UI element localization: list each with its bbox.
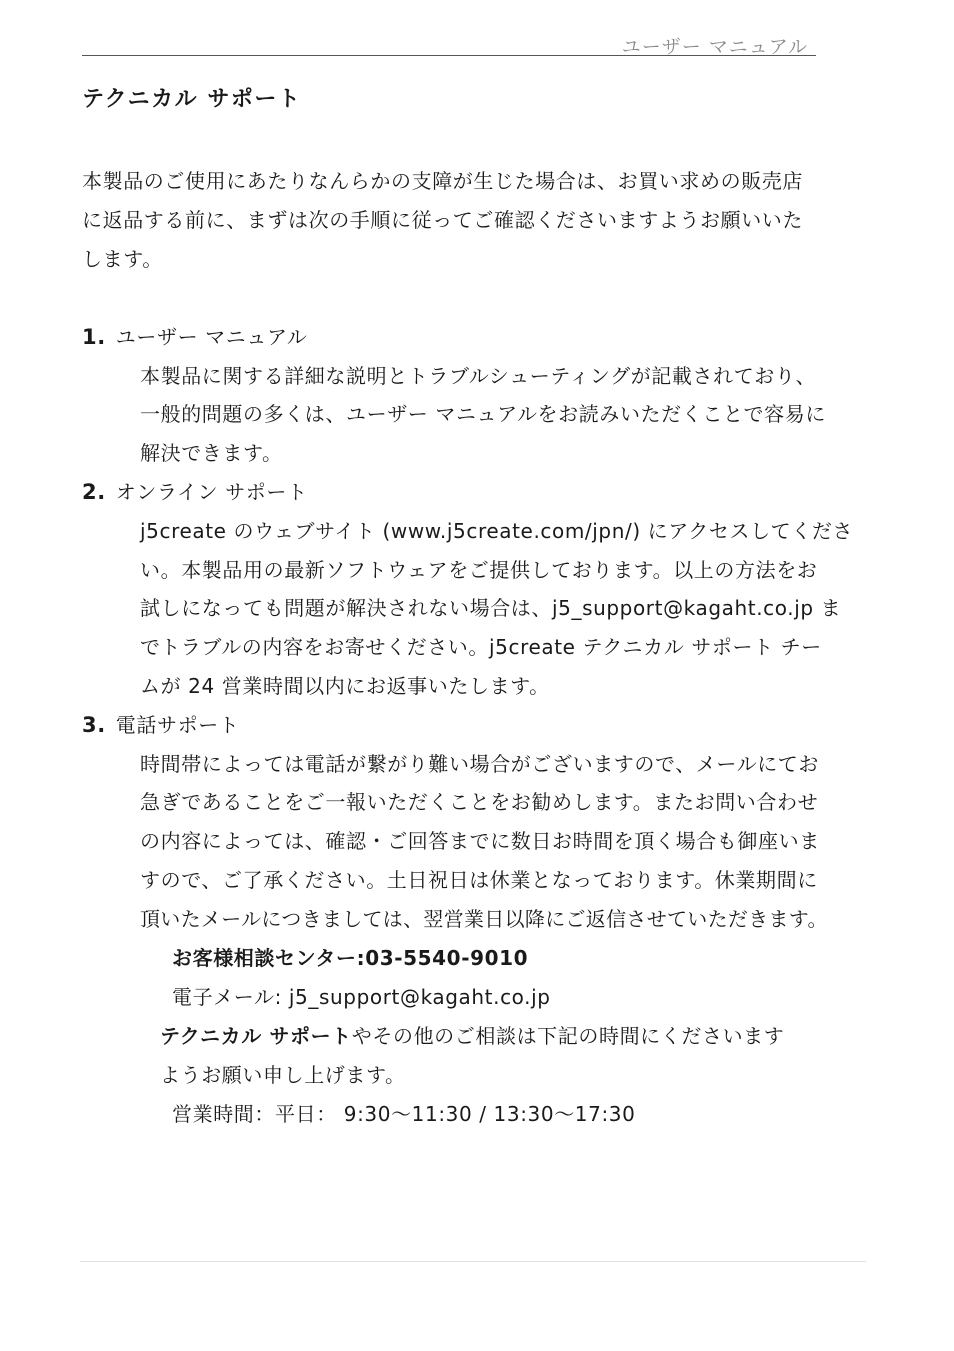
item-line: の内容によっては、確認・ご回答までに数日お時間を頂く場合も御座いま — [140, 829, 820, 853]
item-line: 試しになっても問題が解決されない場合は、j5_support@kagaht.co.jp ま — [140, 596, 842, 620]
page-title: テクニカル サポート — [82, 87, 302, 112]
item-line: 解決できます。 — [140, 441, 283, 465]
hours-note-bold: テクニカル サポート — [160, 1024, 352, 1048]
intro-line: 本製品のご使用にあたりなんらかの支障が生じた場合は、お買い求めの販売店 — [82, 169, 803, 193]
item-title: ユーザー マニュアル — [115, 325, 308, 349]
item-line: 時間帯によっては電話が繋がり難い場合がございますので、メールにてお — [140, 752, 819, 776]
item-title: 電話サポート — [115, 713, 240, 737]
item-line: 急ぎであることをご一報いただくことをお勧めします。またお問い合わせ — [140, 790, 819, 814]
intro-line: します。 — [82, 247, 163, 271]
item-number: 3. — [82, 713, 106, 737]
item-number: 1. — [82, 325, 106, 349]
item-line: j5create のウェブサイト (www.j5create.com/jpn/) にアクセスしてくださ — [140, 519, 854, 543]
item-line: 本製品に関する詳細な説明とトラブルシューティングが記載されており、 — [140, 364, 817, 388]
phone-line: お客様相談センター:03-5540-9010 — [172, 946, 529, 970]
item-number: 2. — [82, 480, 106, 504]
item-line: でトラブルの内容をお寄せください。j5create テクニカル サポート チー — [140, 635, 822, 659]
email-line: 電子メール: j5_support@kagaht.co.jp — [172, 985, 551, 1009]
business-hours: 営業時間：平日： 9:30～11:30 / 13:30～17:30 — [172, 1102, 636, 1126]
item-line: 一般的問題の多くは、ユーザー マニュアルをお読みいただくことで容易に — [140, 402, 826, 426]
footer-divider — [80, 1261, 866, 1262]
hours-note-line2: ようお願い申し上げます。 — [160, 1063, 406, 1087]
item-line: 頂いたメールにつきましては、翌営業日以降にご返信させていただきます。 — [140, 907, 828, 931]
item-heading — [82, 323, 307, 351]
hours-note-rest: やその他のご相談は下記の時間にくださいます — [351, 1024, 785, 1048]
hours-note — [160, 1022, 784, 1050]
intro-line: に返品する前に、まずは次の手順に従ってご確認くださいますようお願いいた — [82, 208, 803, 232]
header-divider — [82, 55, 816, 56]
item-line: い。本製品用の最新ソフトウェアをご提供しております。以上の方法をお — [140, 558, 818, 582]
item-line: すので、ご了承ください。土日祝日は休業となっております。休業期間に — [140, 868, 818, 892]
item-heading — [82, 478, 308, 506]
header-title: ユーザー マニュアル — [621, 36, 808, 58]
item-heading — [82, 711, 239, 739]
item-title: オンライン サポート — [115, 480, 308, 504]
item-line: ムが 24 営業時間以内にお返事いたします。 — [140, 674, 550, 698]
